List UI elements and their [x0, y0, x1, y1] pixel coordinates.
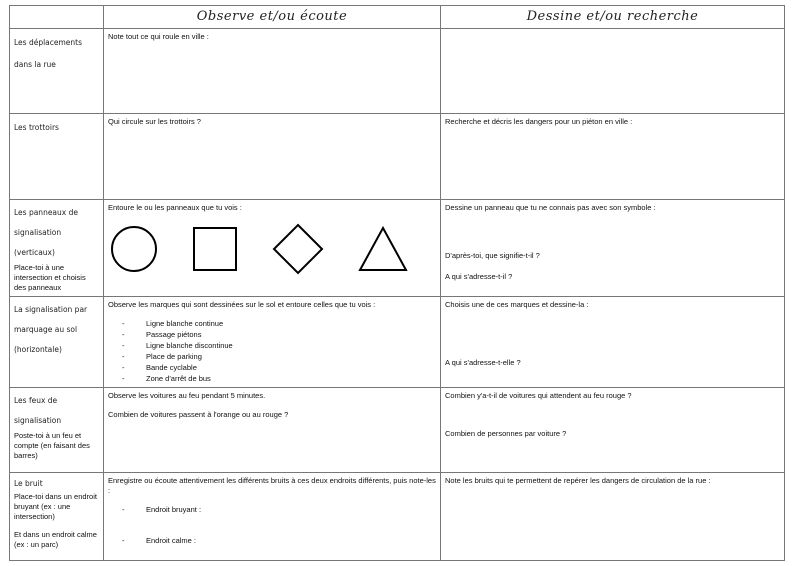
category-label: Les feux de signalisation: [14, 396, 62, 425]
list-item[interactable]: - Place de parking: [108, 351, 436, 362]
dessine-cell[interactable]: [441, 388, 785, 473]
category-cell: [10, 388, 104, 473]
observe-prompt: Observe les voitures au feu pendant 5 minutes.: [108, 391, 266, 400]
observe-prompt: Qui circule sur les trottoirs ?: [108, 117, 201, 126]
observe-cell[interactable]: [104, 200, 441, 297]
list-item[interactable]: - Endroit bruyant :: [108, 504, 436, 515]
row-panneaux: [10, 200, 785, 297]
observe-cell[interactable]: [104, 388, 441, 473]
observe-cell[interactable]: [104, 29, 441, 114]
worksheet-table: [9, 5, 785, 561]
row-deplacements: [10, 29, 785, 114]
row-marquage: [10, 297, 785, 388]
observe-cell[interactable]: [104, 114, 441, 200]
dessine-cell[interactable]: [441, 200, 785, 297]
dessine-cell[interactable]: [441, 29, 785, 114]
category-label: Les déplacements dans la rue: [14, 38, 83, 69]
sign-shapes: [108, 223, 436, 275]
noise-list: [108, 504, 436, 546]
list-item[interactable]: - Ligne blanche continue: [108, 318, 436, 329]
observe-question: Combien de voitures passent à l'orange ou au rouge ?: [108, 410, 289, 419]
list-item[interactable]: - Bande cyclable: [108, 362, 436, 373]
category-cell: [10, 114, 104, 200]
observe-prompt: Entoure le ou les panneaux que tu vois :: [108, 203, 242, 212]
category-instruction: Poste-toi à un feu et compte (en faisant des barres): [14, 431, 90, 460]
dessine-question-1: D'après-toi, que signifie-t-il ?: [445, 251, 540, 260]
dessine-question-1: Combien de personnes par voiture ?: [445, 429, 567, 438]
triangle-icon[interactable]: [358, 226, 408, 272]
category-cell: [10, 200, 104, 297]
observe-cell[interactable]: [104, 297, 441, 388]
square-icon[interactable]: [192, 226, 238, 272]
dessine-question-1: A qui s'adresse-t-elle ?: [445, 358, 521, 367]
worksheet: [9, 5, 784, 552]
category-cell: [10, 473, 104, 561]
row-trottoirs: [10, 114, 785, 200]
observe-prompt: Note tout ce qui roule en ville :: [108, 32, 209, 41]
header-row: [10, 6, 785, 29]
row-feux: [10, 388, 785, 473]
list-item[interactable]: - Zone d'arrêt de bus: [108, 373, 436, 384]
list-item[interactable]: - Passage piétons: [108, 329, 436, 340]
category-label: Le bruit: [14, 479, 43, 488]
dessine-prompt: Choisis une de ces marques et dessine-la :: [445, 300, 589, 309]
category-label: Les panneaux de signalisation (verticaux): [14, 208, 78, 257]
circle-icon[interactable]: [110, 225, 158, 273]
category-label: La signalisation par marquage au sol (horizontale): [14, 305, 88, 354]
row-bruit: [10, 473, 785, 561]
observe-prompt: Enregistre ou écoute attentivement les différents bruits à ces deux endroits différents, puis note-les :: [108, 476, 436, 495]
dessine-question-2: A qui s'adresse-t-il ?: [445, 272, 513, 281]
category-instruction: Place-toi à une intersection et choisis des panneaux: [14, 263, 86, 292]
diamond-icon[interactable]: [272, 223, 324, 275]
dessine-prompt: Dessine un panneau que tu ne connais pas avec son symbole :: [445, 203, 656, 212]
dessine-cell[interactable]: [441, 473, 785, 561]
category-cell: [10, 29, 104, 114]
dessine-cell[interactable]: [441, 297, 785, 388]
dessine-prompt: Combien y'a-t-il de voitures qui attendent au feu rouge ?: [445, 391, 632, 400]
dessine-prompt: Recherche et décris les dangers pour un piéton en ville :: [445, 117, 633, 126]
observe-prompt: Observe les marques qui sont dessinées sur le sol et entoure celles que tu vois :: [108, 300, 376, 309]
header-observe: Observe et/ou écoute: [104, 6, 441, 29]
category-label: Les trottoirs: [14, 123, 59, 132]
list-item[interactable]: - Endroit calme :: [108, 535, 436, 546]
header-dessine: Dessine et/ou recherche: [441, 6, 785, 29]
category-instruction-2: Et dans un endroit calme (ex : un parc): [14, 530, 97, 549]
observe-cell[interactable]: [104, 473, 441, 561]
dessine-prompt: Note les bruits qui te permettent de repérer les dangers de circulation de la rue :: [445, 476, 711, 485]
marking-list: [108, 318, 436, 384]
list-item[interactable]: - Ligne blanche discontinue: [108, 340, 436, 351]
header-empty-cell: [10, 6, 104, 29]
category-instruction: Place-toi dans un endroit bruyant (ex : une intersection): [14, 492, 97, 521]
dessine-cell[interactable]: [441, 114, 785, 200]
category-cell: [10, 297, 104, 388]
